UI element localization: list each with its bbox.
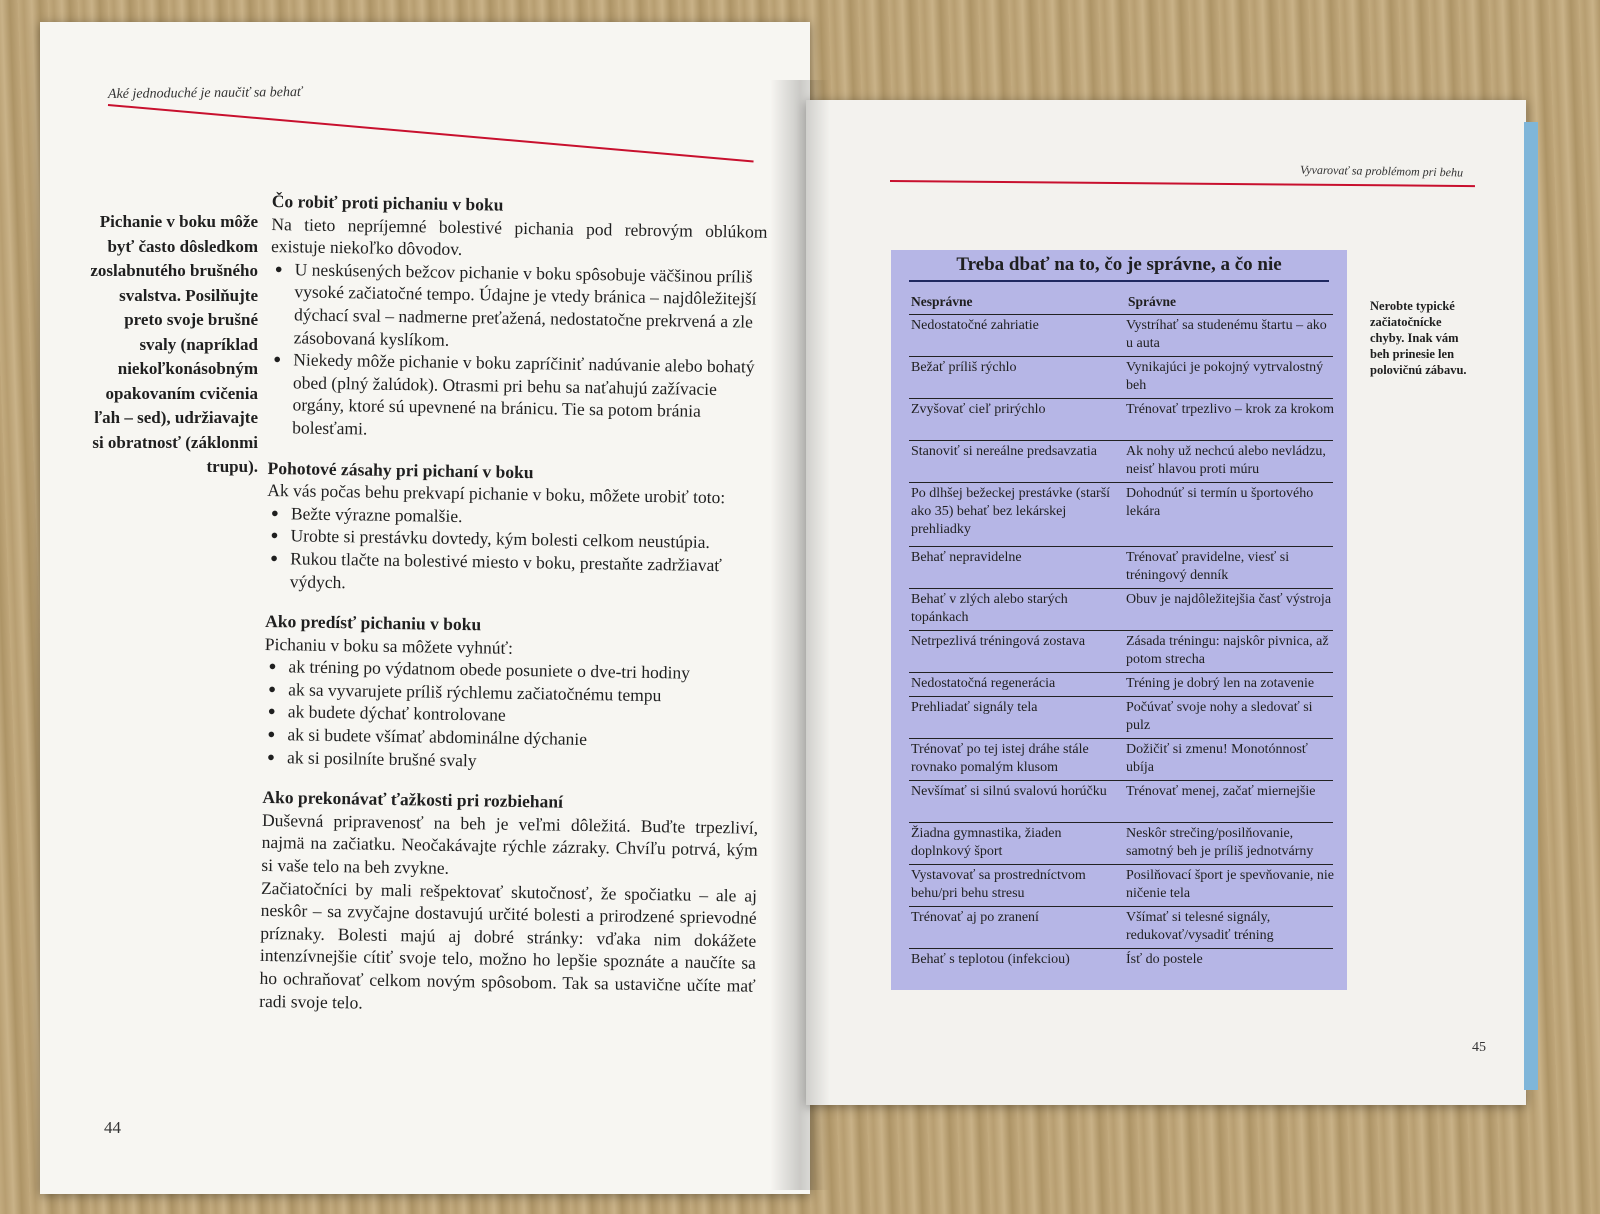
list-item: ● ak sa vyvarujete príliš rýchlemu začiatočnému tempu — [264, 678, 760, 708]
left-page-number: 44 — [104, 1118, 121, 1137]
list-item: ● ak tréning po výdatnom obede posuniete o dve-tri hodiny — [264, 655, 760, 685]
cell-wrong: Nedostatočné zahriatie — [911, 318, 1039, 333]
list-item: ● Bežte výrazne pomalšie. — [267, 502, 763, 532]
list-item: ● ak si budete všímať abdominálne dýchanie — [263, 723, 759, 753]
left-running-head: Aké jednoduché je naučiť sa behať — [107, 84, 303, 103]
book-gutter — [770, 80, 830, 1190]
book-cover-edge — [1524, 122, 1538, 1090]
paragraph: Začiatočníci by mali rešpektovať skutočnosť, že spočiatku – ale aj neskôr – sa zvyčajne dostavujú určité bolesti a prirodzené sprievodné príznaky. Bolesti majú aj dobré stránky: vďaka nim dokážete intenzívnejšie cítiť svoje telo, možno ho lepšie spoznáte a naučíte sa ho ochraňovať celkom novým spôsobom. Tak sa ustavične učíte mať radi svoje telo. — [259, 877, 758, 1013]
list-item: ● Urobte si prestávku dovtedy, kým bolesti celkom neustúpia. — [266, 524, 762, 554]
cell-right: Trénovať menej, začať miernejšie — [1126, 784, 1316, 799]
margin-note: Nerobte typické začiatočnícke chyby. Inak vám beh prinesie len polovičnú zábavu. — [1370, 299, 1467, 377]
comparison-table — [891, 250, 1347, 990]
cell-right: Počúvať svoje nohy a sledovať si pulz — [1126, 700, 1313, 733]
list-item: ● U neskúsených bežcov pichanie v boku spôsobuje väčšinou príliš vysoké začiatočné tempo. Údajne je vtedy bránica – najdôležitejší dýchací sval – nadmerne preťažená, nedostatočne prekrvená a zle zásobovaná kyslíkom. — [270, 258, 767, 356]
main-text — [259, 190, 768, 1038]
cell-right: Zásada tréningu: najskôr pivnica, až potom strecha — [1126, 634, 1329, 667]
section-heading: Čo robiť proti pichaniu v boku — [271, 190, 504, 215]
cell-right: Vynikajúci je pokojný vytrvalostný beh — [1126, 360, 1324, 393]
cell-right: Všímať si telesné signály, redukovať/vysadiť tréning — [1126, 910, 1274, 943]
table-row — [909, 482, 1333, 537]
table-row — [909, 696, 1333, 733]
cell-right: Obuv je najdôležitejšia časť výstroja — [1126, 592, 1332, 607]
cell-wrong: Žiadna gymnastika, žiaden doplnkový šport — [911, 826, 1062, 859]
bullet-list — [263, 655, 761, 776]
cell-wrong: Prehliadať signály tela — [911, 700, 1038, 715]
table-row — [909, 738, 1333, 775]
section-intro: Na tieto nepríjemné bolestivé pichania pod rebrovým oblúkom existuje niekoľko dôvodov. — [270, 213, 768, 260]
column-header-right: Správne — [1128, 294, 1177, 309]
section-prevention — [263, 610, 761, 776]
cell-right: Neskôr strečing/posilňovanie, samotný beh je príliš jednotvárny — [1126, 826, 1314, 859]
table-row — [909, 546, 1333, 583]
section-intro: Pichaniu v boku sa môžete vyhnúť: — [264, 633, 514, 658]
table-row — [909, 630, 1333, 667]
section-heading: Ako prekonávať ťažkosti pri rozbiehaní — [262, 787, 564, 812]
cell-wrong: Zvyšovať cieľ prirýchlo — [911, 402, 1046, 417]
cell-right: Trénovať trpezlivo – krok za krokom — [1126, 402, 1335, 417]
cell-right: Vystríhať sa studenému štartu – ako u auta — [1126, 318, 1327, 351]
paragraph: Duševná pripravenosť na beh je veľmi dôležitá. Buďte trpezliví, najmä na začiatku. Neočakávajte rýchle zázraky. Chvíľu potrvá, kým si vaše telo na beh zvykne. — [261, 809, 759, 878]
cell-wrong: Po dlhšej bežeckej prestávke (starší ako 35) behať bez lekárskej prehliadky — [911, 486, 1111, 537]
cell-wrong: Trénovať aj po zranení — [911, 910, 1039, 925]
cell-wrong: Nedostatočná regenerácia — [911, 676, 1056, 691]
list-item: ● Niekedy môže pichanie v boku zapríčiniť nadúvanie alebo bohatý obed (plný žalúdok). Otrasmi pri behu sa naťahujú zažívacie orgány, ktoré sú upevnené na bránicu. Tie sa potom bránia bolesťami. — [268, 348, 765, 446]
cell-wrong: Nevšímať si silnú svalovú horúčku — [911, 784, 1107, 799]
column-header-wrong: Nesprávne — [911, 294, 973, 309]
section-heading: Pohotové zásahy pri pichaní v boku — [267, 457, 534, 482]
cell-right: Dožičiť si zmenu! Monotónnosť ubíja — [1126, 742, 1308, 775]
table-row — [909, 440, 1333, 477]
table-row — [909, 672, 1333, 691]
bullet-list — [266, 502, 763, 600]
table-title: Treba dbať na to, čo je správne, a čo nie — [956, 254, 1282, 275]
cell-wrong: Bežať príliš rýchlo — [911, 360, 1017, 375]
table-row — [909, 948, 1333, 967]
table-title-rule — [909, 280, 1329, 282]
cell-right: Dohodnúť si termín u športového lekára — [1126, 486, 1314, 519]
section-heading: Ako predísť pichaniu v boku — [265, 611, 482, 635]
table-row — [909, 588, 1333, 625]
cell-right: Tréning je dobrý len na zotavenie — [1126, 676, 1315, 691]
table-row — [909, 314, 1333, 351]
section-intro: Ak vás počas behu prekvapí pichanie v boku, môžete urobiť toto: — [267, 480, 726, 508]
table-row — [909, 356, 1333, 393]
table-row — [909, 398, 1335, 417]
right-running-head: Vyvarovať sa problémom pri behu — [1299, 162, 1464, 180]
table-row — [909, 780, 1333, 799]
bullet-list — [268, 258, 767, 447]
table-row — [909, 906, 1333, 943]
list-item: ● ak budete dýchať kontrolovane — [264, 700, 760, 730]
cell-right: Trénovať pravidelne, viesť si tréningový denník — [1126, 550, 1290, 583]
cell-right: Ak nohy už nechcú alebo nevládzu, neisť hlavou proti múru — [1126, 444, 1326, 477]
right-page-number: 45 — [1472, 1040, 1486, 1055]
cell-wrong: Netrpezlivá tréningová zostava — [911, 634, 1086, 649]
sidebar-tip: Pichanie v boku môže byť často dôsledkom zoslabnutého brušného svalstva. Posilňujte preto svoje brušné svaly (napríklad niekoľkonásobným opakovaním cvičenia ľah – sed), udržiavajte si obratnosť (záklonmi trupu). — [90, 212, 258, 476]
cell-wrong: Vystavovať sa prostredníctvom behu/pri behu stresu — [911, 868, 1086, 901]
cell-wrong: Behať v zlých alebo starých topánkach — [911, 592, 1068, 625]
cell-right: Ísť do postele — [1126, 952, 1203, 967]
cell-right: Posilňovací šport je spevňovanie, nie ničenie tela — [1126, 868, 1335, 901]
table-row — [909, 864, 1335, 901]
cell-wrong: Behať nepravidelne — [911, 550, 1022, 565]
cell-wrong: Stanoviť si nereálne predsavzatia — [911, 444, 1097, 459]
table-row — [909, 822, 1333, 859]
list-item: ● Rukou tlačte na bolestivé miesto v boku, prestaňte zadržiavať výdych. — [266, 547, 763, 600]
cell-wrong: Trénovať po tej istej dráhe stále rovnako pomalým klusom — [911, 742, 1089, 775]
list-item: ● ak si posilníte brušné svaly — [263, 746, 759, 776]
cell-wrong: Behať s teplotou (infekciou) — [911, 952, 1070, 967]
section-side-stitch — [268, 190, 768, 446]
section-quick-actions — [266, 456, 764, 599]
section-starting-difficulties — [259, 786, 758, 1020]
